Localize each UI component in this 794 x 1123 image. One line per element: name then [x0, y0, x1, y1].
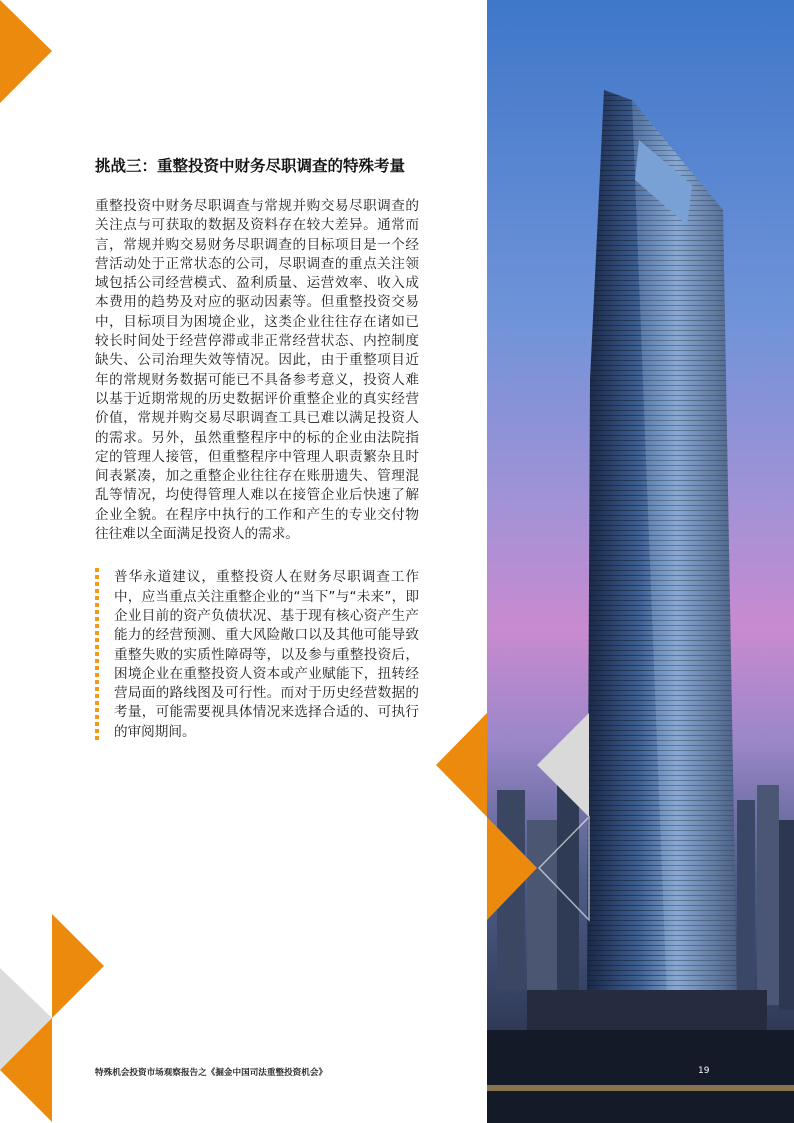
section-heading: 挑战三：重整投资中财务尽职调查的特殊考量 [95, 157, 406, 175]
bottom-left-orange-triangle-upper [52, 914, 104, 1018]
section-body: 重整投资中财务尽职调查与常规并购交易尽职调查的关注点与可获取的数据及资料存在较大差异。通常而言，常规并购交易财务尽职调查的目标项目是一个经营活动处于正常状态的公司，尽职调查的重点关注领域包括公司经营模式、盈利质量、运营效率、收入成本费用的趋势及对应的驱动因素等。但重整投资交易中，目标项目为困境企业，这类企业往往存在诸如已较长时间处于经营停滞或非正常经营状态、内控制度缺失、公司治理失效等情况。因此，由于重整项目近年的常规财务数据可能已不具备参考意义，投资人难以基于近期常规的历史数据评价重整企业的真实经营价值，常规并购交易尽职调查工具已难以满足投资人的需求。另外，虽然重整程序中的标的企业由法院指定的管理人接管，但重整程序中管理人职责繁杂且时间表紧凑，加之重整企业往往存在账册遗失、管理混乱等情况，均使得管理人难以在接管企业后快速了解企业全貌。在程序中执行的工作和产生的专业交付物往往难以全面满足投资人的需求。 [95, 198, 419, 543]
callout-dotted-rule [95, 568, 99, 742]
building-left-3 [557, 770, 579, 1000]
ground [487, 1030, 794, 1123]
skyscraper-photo [487, 0, 794, 1123]
building-right-1 [737, 800, 755, 1000]
road-lights [487, 1085, 794, 1091]
main-content [95, 155, 419, 742]
recommendation-callout [95, 568, 419, 742]
callout-text: 普华永道建议，重整投资人在财务尽职调查工作中，应当重点关注重整企业的“当下”与“未来”，即企业目前的资产负债状况、基于现有核心资产生产能力的经营预测、重大风险敞口以及其他可能导致重整失败的实质性障碍等，以及参与重整投资后，困境企业在重整投资人资本或产业赋能下，扭转经营局面的路线图及可行性。而对于历史经营数据的考量，可能需要视具体情况来选择合适的、可执行的审阅期间。 [114, 569, 419, 740]
building-right-3 [779, 820, 794, 1010]
building-left-2 [527, 820, 559, 1000]
podium [527, 990, 767, 1030]
top-left-orange-triangle [0, 0, 52, 103]
mid-orange-triangle [436, 713, 487, 817]
page-number: 19 [698, 1066, 710, 1076]
building-right-2 [757, 785, 779, 1005]
footer-title: 特殊机会投资市场观察报告之《掘金中国司法重整投资机会》 [95, 1068, 328, 1078]
